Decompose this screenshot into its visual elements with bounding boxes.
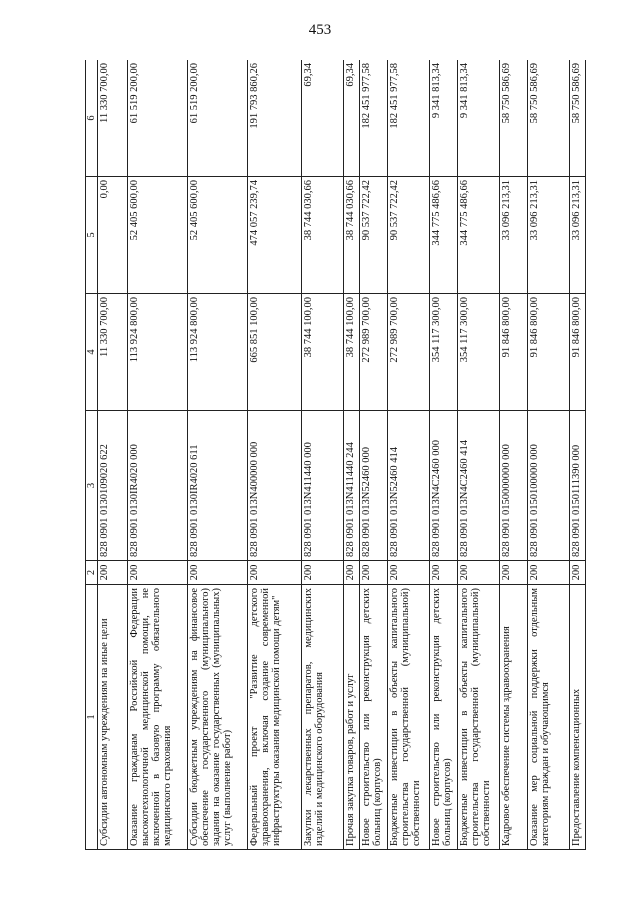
row-name: Бюджетные инвестиции в объекты капитального строительства государственной (муниципальной) собственности <box>388 585 430 850</box>
row-value-4: 272 989 700,00 <box>388 294 430 411</box>
row-value-5: 52 405 600,00 <box>128 177 188 294</box>
header-col-5: 5 <box>86 177 98 294</box>
table-body <box>98 60 586 850</box>
table-row <box>98 60 128 850</box>
row-value-4: 354 117 300,00 <box>458 294 500 411</box>
row-code: 200 <box>458 561 500 585</box>
row-value-5: 33 096 213,31 <box>570 177 586 294</box>
row-code: 200 <box>528 561 570 585</box>
row-value-4: 91 846 800,00 <box>528 294 570 411</box>
row-code: 200 <box>388 561 430 585</box>
row-value-6: 58 750 586,69 <box>570 60 586 177</box>
row-value-5: 33 096 213,31 <box>500 177 528 294</box>
row-code: 200 <box>98 561 128 585</box>
row-kbk: 828 0901 013N411440 000 <box>302 411 344 561</box>
row-value-6: 11 330 700,00 <box>98 60 128 177</box>
page-number: 453 <box>308 22 332 38</box>
row-name: Прочая закупка товаров, работ и услуг <box>344 585 360 850</box>
row-value-6: 182 451 977,58 <box>388 60 430 177</box>
row-value-4: 272 989 700,00 <box>360 294 388 411</box>
row-value-4: 91 846 800,00 <box>570 294 586 411</box>
row-kbk: 828 0901 013N411440 244 <box>344 411 360 561</box>
row-name: Субсидии автономным учреждениям на иные цели <box>98 585 128 850</box>
table-row <box>360 60 388 850</box>
header-col-3: 3 <box>86 411 98 561</box>
row-kbk: 828 0901 013N52460 000 <box>360 411 388 561</box>
row-value-5: 38 744 030,66 <box>302 177 344 294</box>
table-row <box>188 60 248 850</box>
rotated-table-area <box>85 60 625 850</box>
row-kbk: 828 0901 0150000000 000 <box>500 411 528 561</box>
row-kbk: 828 0901 0130IR4020 611 <box>188 411 248 561</box>
row-value-6: 191 793 860,26 <box>248 60 302 177</box>
row-value-5: 52 405 600,00 <box>188 177 248 294</box>
header-col-2: 2 <box>86 561 98 585</box>
row-name: Кадровое обеспечение системы здравоохранения <box>500 585 528 850</box>
table-row <box>500 60 528 850</box>
row-value-4: 11 330 700,00 <box>98 294 128 411</box>
row-name: Оказание мер социальной поддержки отдельным категориям граждан и обучающимся <box>528 585 570 850</box>
row-value-5: 0,00 <box>98 177 128 294</box>
row-code: 200 <box>344 561 360 585</box>
row-value-6: 58 750 586,69 <box>500 60 528 177</box>
row-kbk: 828 0901 013N4C2460 414 <box>458 411 500 561</box>
row-value-4: 38 744 100,00 <box>344 294 360 411</box>
row-value-6: 61 519 200,00 <box>128 60 188 177</box>
row-kbk: 828 0901 013N400000 000 <box>248 411 302 561</box>
row-value-5: 474 057 239,74 <box>248 177 302 294</box>
row-kbk: 828 0901 0130IR4020 000 <box>128 411 188 561</box>
row-name: Федеральный проект "Развитие детского здравоохранения, включая создание современной инфраструктуры оказания медицинской помощи детям" <box>248 585 302 850</box>
row-value-4: 113 924 800,00 <box>128 294 188 411</box>
row-name: Субсидии бюджетным учреждениям на финансовое обеспечение государственного (муниципального) задания на оказание государственных (муниципальных) услуг (выполнение работ) <box>188 585 248 850</box>
row-name: Новое строительство или реконструкция детских больниц (корпусов) <box>430 585 458 850</box>
table-row <box>302 60 344 850</box>
budget-table <box>85 60 586 850</box>
row-value-4: 354 117 300,00 <box>430 294 458 411</box>
row-name: Новое строительство или реконструкция детских больниц (корпусов) <box>360 585 388 850</box>
row-value-6: 69,34 <box>302 60 344 177</box>
row-kbk: 828 0901 013N4C2460 000 <box>430 411 458 561</box>
row-name: Оказание гражданам Российской Федерации высокотехнологичной медицинской помощи, не включенной в базовую программу обязательного медицинского страхования <box>128 585 188 850</box>
row-kbk: 828 0901 0150100000 000 <box>528 411 570 561</box>
table-row <box>430 60 458 850</box>
row-name: Бюджетные инвестиции в объекты капитального строительства государственной (муниципальной) собственности <box>458 585 500 850</box>
row-value-6: 61 519 200,00 <box>188 60 248 177</box>
row-value-5: 33 096 213,31 <box>528 177 570 294</box>
row-value-4: 665 851 100,00 <box>248 294 302 411</box>
row-value-6: 9 341 813,34 <box>458 60 500 177</box>
table-row <box>128 60 188 850</box>
row-code: 200 <box>128 561 188 585</box>
row-value-5: 344 775 486,66 <box>430 177 458 294</box>
row-kbk: 828 0901 0130109020 622 <box>98 411 128 561</box>
table-row <box>344 60 360 850</box>
row-value-6: 58 750 586,69 <box>528 60 570 177</box>
row-value-5: 38 744 030,66 <box>344 177 360 294</box>
header-col-1: 1 <box>86 585 98 850</box>
row-value-5: 344 775 486,66 <box>458 177 500 294</box>
row-name: Закупки лекарственных препаратов, медицинских изделий и медицинского оборудования <box>302 585 344 850</box>
table-row <box>388 60 430 850</box>
table-row <box>528 60 570 850</box>
row-value-4: 113 924 800,00 <box>188 294 248 411</box>
header-col-4: 4 <box>86 294 98 411</box>
row-code: 200 <box>570 561 586 585</box>
row-code: 200 <box>360 561 388 585</box>
row-value-6: 182 451 977,58 <box>360 60 388 177</box>
row-code: 200 <box>248 561 302 585</box>
header-col-6: 6 <box>86 60 98 177</box>
row-value-6: 69,34 <box>344 60 360 177</box>
row-value-4: 91 846 800,00 <box>500 294 528 411</box>
header-row <box>86 60 98 850</box>
row-code: 200 <box>188 561 248 585</box>
row-kbk: 828 0901 013N52460 414 <box>388 411 430 561</box>
rotated-content <box>85 60 625 850</box>
table-row <box>570 60 586 850</box>
row-value-4: 38 744 100,00 <box>302 294 344 411</box>
row-value-5: 90 537 722,42 <box>360 177 388 294</box>
row-code: 200 <box>430 561 458 585</box>
table-row <box>248 60 302 850</box>
row-code: 200 <box>500 561 528 585</box>
row-kbk: 828 0901 0150111390 000 <box>570 411 586 561</box>
row-name: Предоставление компенсационных <box>570 585 586 850</box>
row-value-5: 90 537 722,42 <box>388 177 430 294</box>
row-value-6: 9 341 813,34 <box>430 60 458 177</box>
row-code: 200 <box>302 561 344 585</box>
table-row <box>458 60 500 850</box>
